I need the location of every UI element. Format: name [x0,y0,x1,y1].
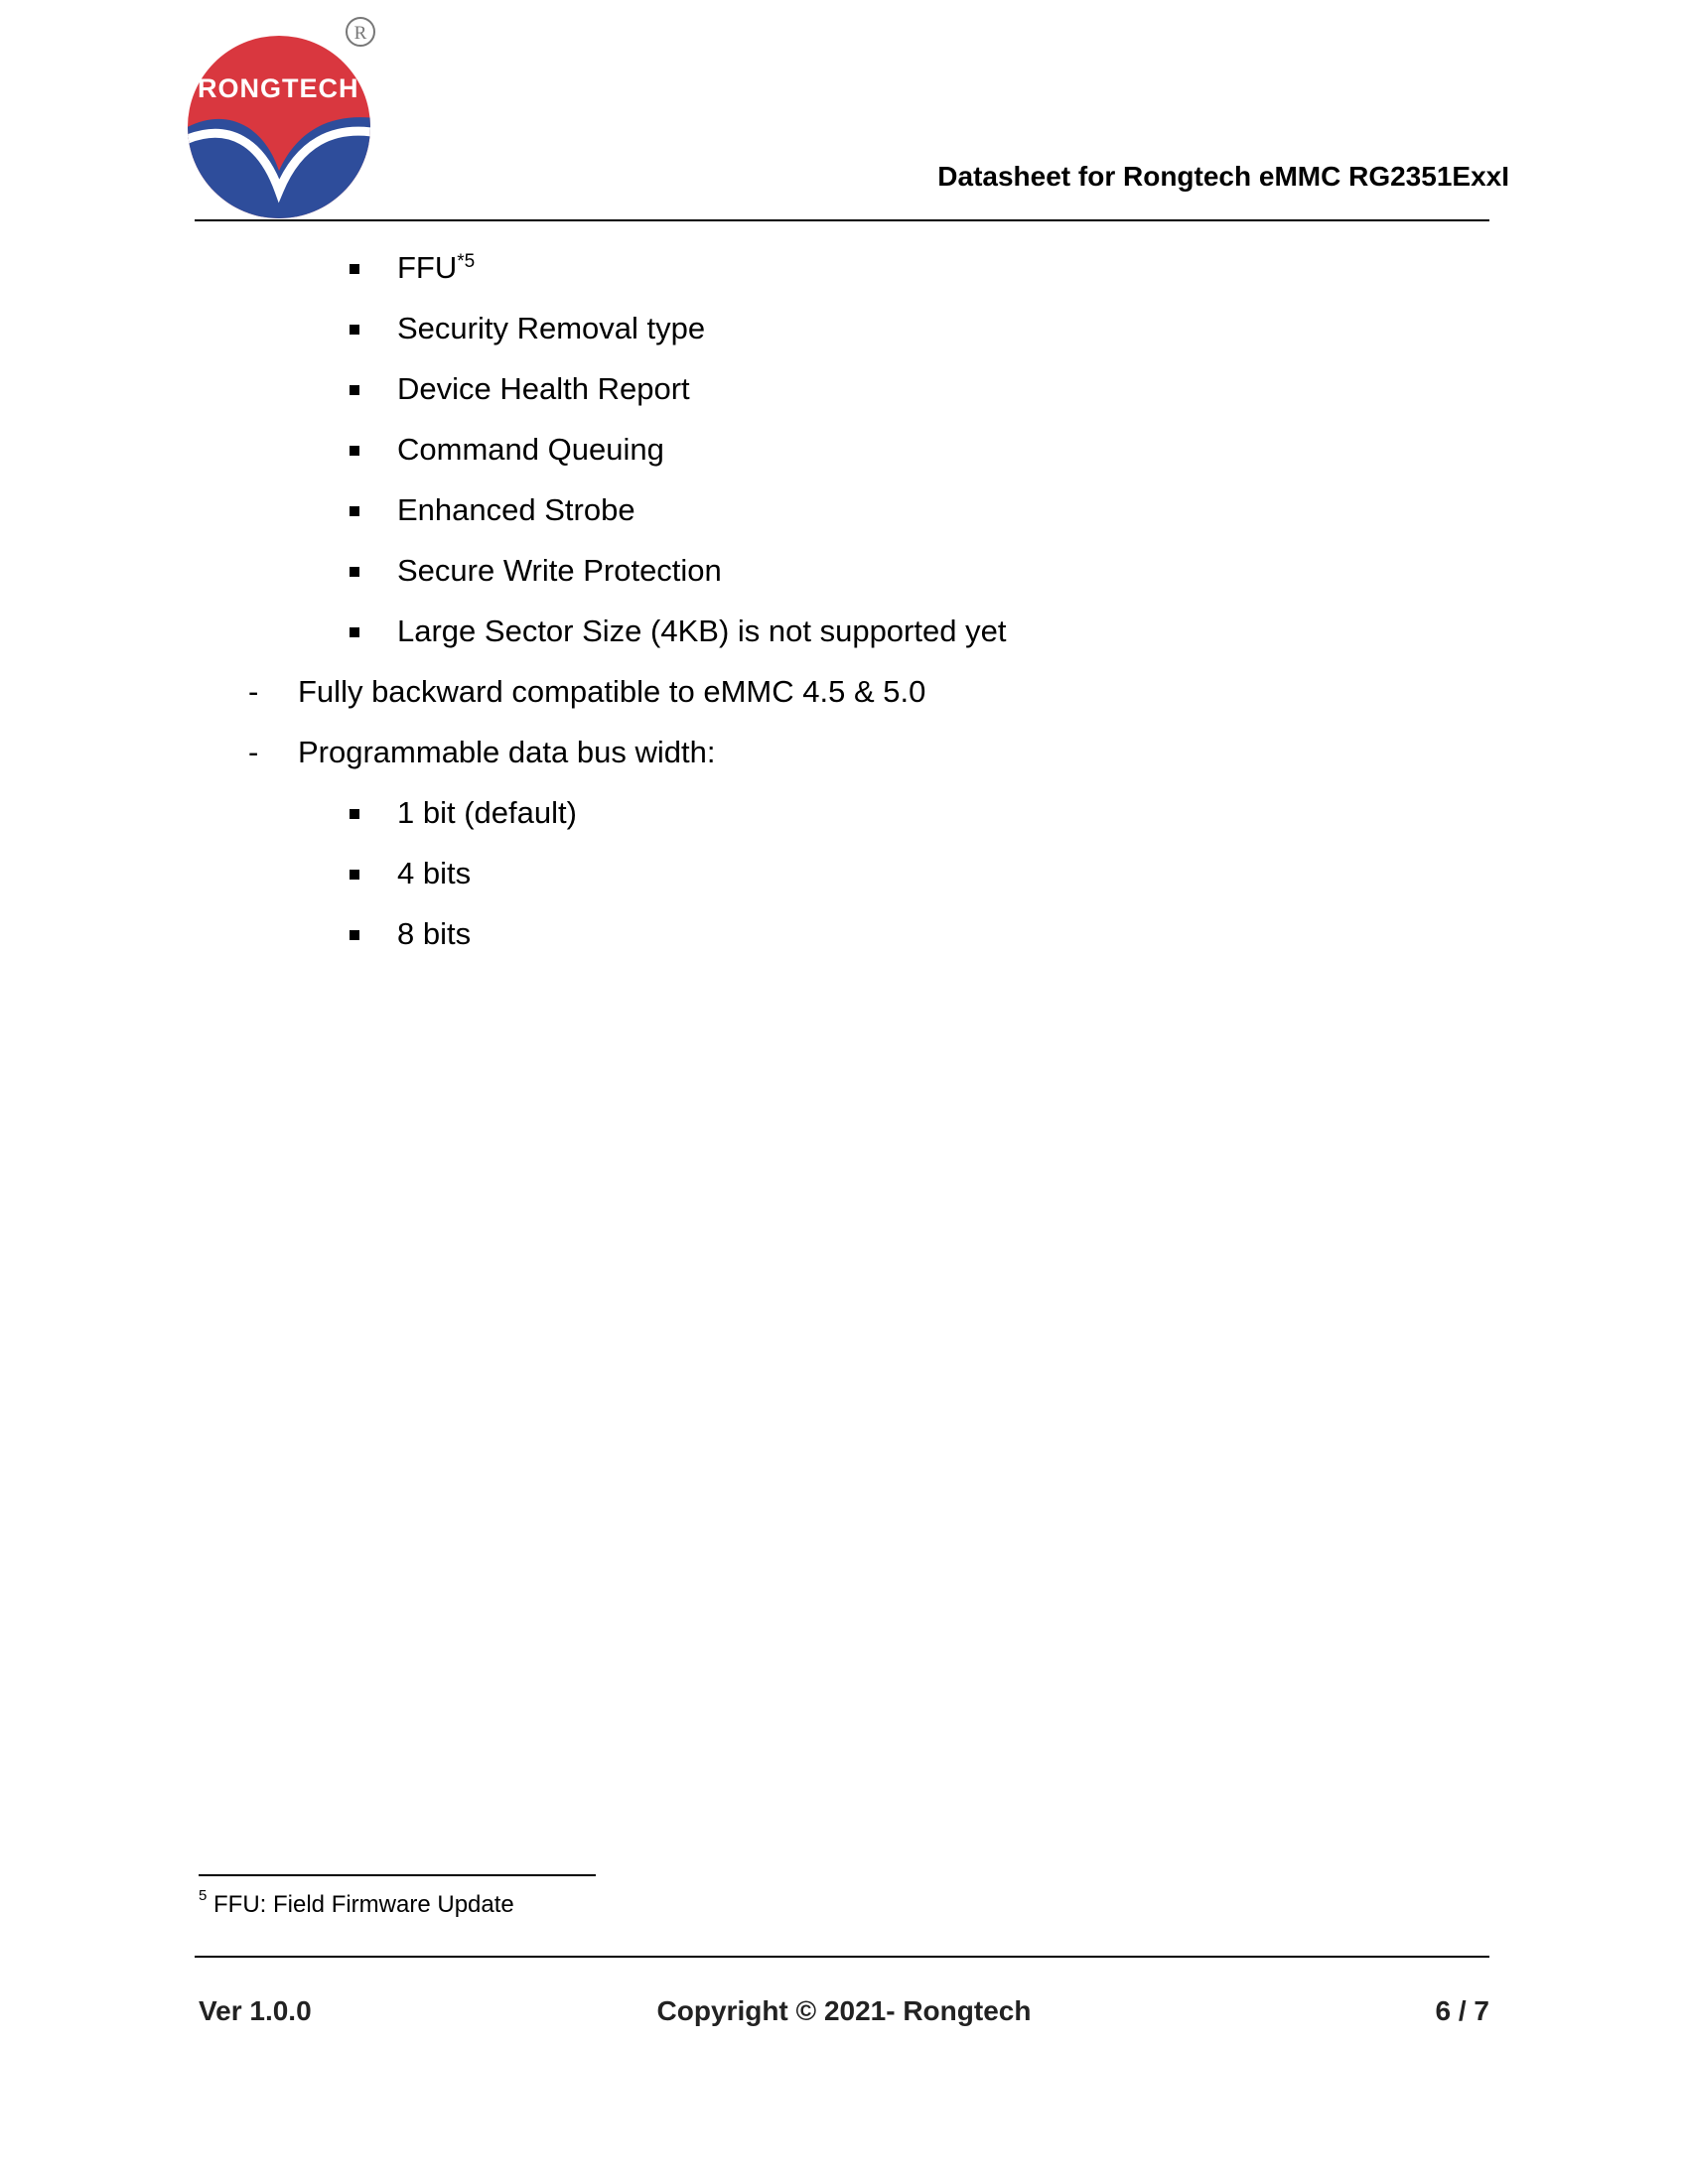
square-bullet [350,325,359,335]
list-item-text [397,248,475,288]
list-item [0,612,1688,672]
document-title: Datasheet for Rongtech eMMC RG2351ExxI [937,161,1509,192]
list-item-label: Fully backward compatible to eMMC 4.5 & 5.0 [298,674,926,709]
dash-bullet: - [248,735,259,769]
list-item-label: Large Sector Size (4KB) is not supported yet [397,614,1007,648]
footer-copyright: Copyright © 2021- Rongtech [656,1995,1032,2026]
dash-bullet: - [248,674,259,709]
footer-divider [195,1956,1489,1958]
footnote-divider [199,1874,596,1876]
logo-emblem [184,12,382,218]
list-item [0,490,1688,551]
square-bullet [350,567,359,577]
list-item-label: 1 bit (default) [397,795,577,830]
list-item [0,369,1688,430]
footer-page-number: 6 / 7 [1435,1995,1489,2026]
list-item [0,914,1688,975]
footer-version: Ver 1.0.0 [199,1995,312,2026]
list-item [0,672,1688,733]
list-item-text [397,430,664,470]
footnote-reference: *5 [457,251,476,272]
list-item-label: Device Health Report [397,371,690,406]
list-item-label: 8 bits [397,916,472,951]
company-logo [184,12,382,218]
list-item-label: Security Removal type [397,311,706,345]
list-item [0,854,1688,914]
list-item-label: Programmable data bus width: [298,735,716,769]
list-item-label: Enhanced Strobe [397,492,635,527]
list-item [0,733,1688,793]
list-item [0,309,1688,369]
square-bullet [350,930,359,940]
list-item-label: 4 bits [397,856,472,890]
square-bullet [350,506,359,516]
list-item [0,248,1688,309]
square-bullet [350,264,359,274]
list-item-text [397,793,577,833]
list-item-text [397,914,471,954]
list-item-text [397,490,635,530]
header-divider [195,219,1489,221]
list-item-text [397,369,690,409]
square-bullet [350,870,359,880]
footnote-text: FFU: Field Firmware Update [213,1891,514,1918]
list-item-text [397,551,722,591]
list-item-label: Command Queuing [397,432,664,467]
list-item [0,430,1688,490]
feature-list [0,248,1688,975]
list-item-text [298,672,925,712]
square-bullet [350,446,359,456]
list-item-text [397,854,471,893]
list-item-text [397,612,1006,651]
logo-wordmark: RONGTECH [198,73,359,103]
footnote [199,1887,514,1919]
square-bullet [350,809,359,819]
list-item [0,793,1688,854]
list-item-text [397,309,705,348]
list-item-label: Secure Write Protection [397,553,722,588]
list-item-text [298,733,715,772]
svg-text:R: R [353,23,367,44]
square-bullet [350,627,359,637]
footnote-number: 5 [199,1887,208,1904]
list-item-label: FFU [397,250,458,285]
square-bullet [350,385,359,395]
list-item [0,551,1688,612]
